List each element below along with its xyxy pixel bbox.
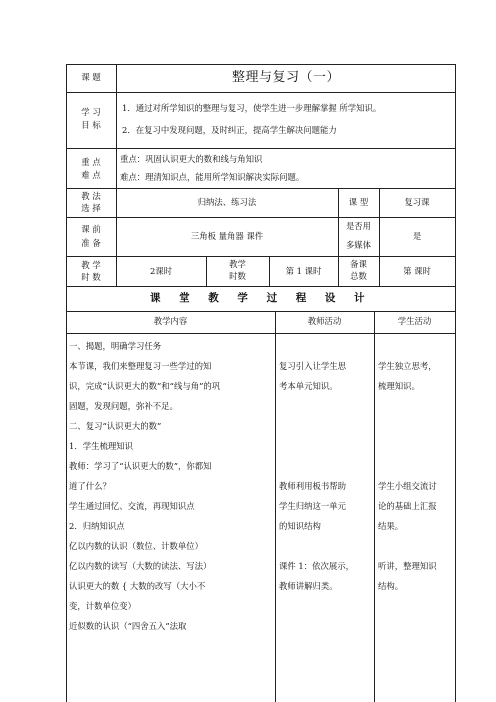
total-hours-value: 第 课时 [403,266,431,276]
student-line: 结果。 [378,521,404,531]
rule [66,64,456,65]
method-label: 教 法 [81,191,101,201]
rule [66,256,456,257]
teacher-line: 考本单元知识。 [279,381,338,391]
total-hours-label: 备课 [350,259,367,269]
student-line: 论的基础上汇报 [378,501,437,511]
student-line: 结构。 [378,581,404,591]
content-line: 识，完成“认识更大的数”和“线与角”的巩 [69,381,221,391]
hours-label: 时 数 [81,272,101,282]
teacher-line: 的知识结构 [279,521,321,531]
content-line: 固题，发现问题，弥补不足。 [69,401,178,411]
objective-item: 2．在复习中发现问题，及时纠正，提高学生解决问题能力 [122,125,337,135]
rule [66,311,456,312]
teacher-line: 复习引入让学生思 [279,361,346,371]
teach-hours-value: 第 1 课时 [285,266,322,276]
method-value: 归纳法、练习法 [197,197,257,207]
preparation-label: 课 前 [81,224,101,234]
student-line: 学生小组交流讨 [378,481,437,491]
rule [66,148,456,149]
teach-hours-label: 教学 [229,259,246,269]
student-line: 听讲，整理知识 [378,561,437,571]
teacher-line: 课件 1：依次展示， [279,561,354,571]
student-line: 学生独立思考， [378,361,437,371]
rule [66,286,456,287]
key-point: 重点：巩固认识更大的数和线与角知识 [120,154,263,164]
page-title: 整理与复习（一） [231,70,340,85]
column-header-teacher: 教师活动 [307,316,342,326]
section-title: 课 堂 教 学 过 程 设 计 [149,292,373,304]
multimedia-label: 多媒体 [345,240,372,250]
content-line: 变，计数单位变） [69,601,136,611]
multimedia-value: 是 [412,231,422,241]
student-line: 梳理知识。 [378,381,420,391]
preparation-label: 准 备 [81,238,101,248]
topic-label: 课 题 [81,72,101,82]
lesson-type-label: 课 型 [348,197,369,207]
content-line: 教师：学习了“认识更大的数”，你都知 [69,461,212,471]
hours-value: 2课时 [149,266,173,276]
focus-label: 难 点 [81,170,101,180]
objective-item: 1．通过对所学知识的整理与复习，使学生进一步理解掌握 所学知识。 [122,103,382,113]
content-line: 道了什么？ [69,481,111,491]
column-header-content: 教学内容 [153,316,188,326]
teacher-line: 教师利用板书帮助 [279,481,346,491]
rule [116,64,117,286]
content-line: 1．学生梳理知识 [69,441,133,451]
lesson-type-value: 复习课 [404,197,430,207]
content-line: 一、揭题，明确学习任务 [69,341,162,351]
lesson-plan-table [66,64,456,702]
rule [455,64,456,702]
rule [374,311,375,702]
content-line: 认识更大的数 { 大数的改写（大小不 [69,581,206,591]
content-line: 二、复习“认识更大的数” [69,421,162,431]
total-hours-label: 总数 [350,271,367,281]
hours-label: 教 学 [81,260,101,270]
content-line: 亿以内数的读写（大数的读法、写法） [69,561,212,571]
content-line: 近似数的认识（“四舍五入”法取 [69,621,187,631]
objectives-label: 目 标 [81,120,101,130]
content-line: 2．归纳知识点 [69,521,125,531]
difficulty: 难点：理清知识点，能用所学知识解决实际问题。 [120,172,305,182]
column-header-student: 学生活动 [397,316,432,326]
rule [66,92,456,93]
teach-hours-label: 时数 [229,271,246,281]
rule [275,311,276,702]
multimedia-label: 是否用 [345,221,372,231]
objectives-label: 学 习 [81,107,101,117]
rule [66,333,456,334]
method-label: 选 择 [81,203,101,213]
rule [66,217,456,218]
content-line: 亿以内数的认识（数位、计数单位） [69,541,203,551]
teacher-line: 教师讲解归类。 [279,581,338,591]
content-line: 学生通过回忆、交流，再现知识点 [69,501,195,511]
preparation-value: 三角板 量角器 课件 [190,231,264,241]
teacher-line: 学生归纳这一单元 [279,501,346,511]
content-line: 本节课，我们来整理复习一些学过的知 [69,361,212,371]
rule [66,188,456,189]
focus-label: 重 点 [81,157,101,167]
